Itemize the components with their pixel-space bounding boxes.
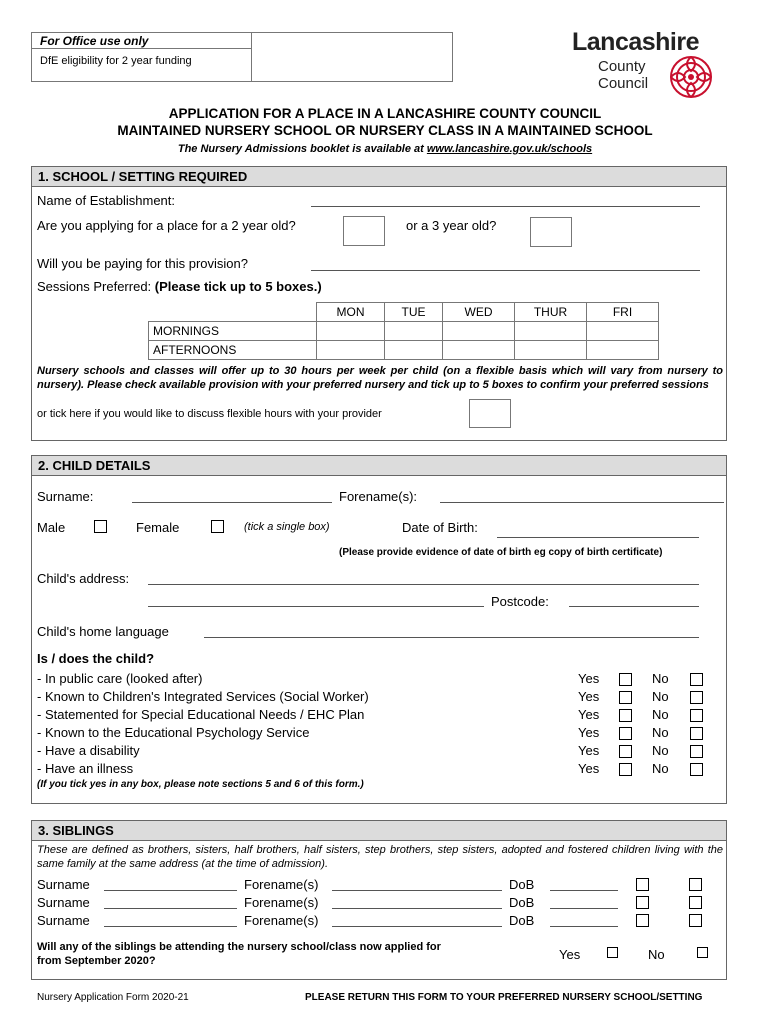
- sibling-checkbox-a[interactable]: [636, 896, 649, 909]
- sibling-dob-input[interactable]: [550, 890, 618, 891]
- sibling-surname-label: Surname: [37, 895, 90, 910]
- dob-evidence-note: (Please provide evidence of date of birth eg copy of birth certificate): [339, 547, 663, 558]
- sibling-checkbox-b[interactable]: [689, 878, 702, 891]
- session-cell[interactable]: [317, 322, 385, 341]
- sibling-forename-label: Forename(s): [244, 913, 319, 928]
- siblings-attending-yes-label: Yes: [559, 947, 581, 962]
- forename-input[interactable]: [440, 502, 724, 503]
- session-cell[interactable]: [515, 322, 587, 341]
- forename-label: Forename(s):: [339, 489, 418, 504]
- day-mon: MON: [317, 303, 385, 322]
- question-yes-checkbox[interactable]: [619, 727, 632, 740]
- child-question-label: - Have a disability: [37, 743, 140, 758]
- child-question-label: - Have an illness: [37, 761, 134, 776]
- day-wed: WED: [443, 303, 515, 322]
- address-input-line2[interactable]: [148, 606, 484, 607]
- dob-label: Date of Birth:: [402, 520, 478, 535]
- logo-lancashire: Lancashire: [572, 28, 700, 56]
- postcode-input[interactable]: [569, 606, 699, 607]
- tick-single-note: (tick a single box): [244, 521, 330, 533]
- child-question-label: - Known to Children's Integrated Services (Social Worker): [37, 689, 369, 704]
- form-title-line1: APPLICATION FOR A PLACE IN A LANCASHIRE COUNTY COUNCIL: [168, 106, 602, 121]
- session-cell[interactable]: [385, 341, 443, 360]
- flexible-checkbox[interactable]: [469, 399, 511, 428]
- sibling-surname-label: Surname: [37, 877, 90, 892]
- question-no-label: No: [652, 671, 669, 686]
- logo-county: County: [598, 58, 646, 75]
- three-year-checkbox[interactable]: [530, 217, 572, 247]
- sibling-checkbox-b[interactable]: [689, 914, 702, 927]
- male-checkbox[interactable]: [94, 520, 107, 533]
- session-cell[interactable]: [515, 341, 587, 360]
- sibling-forename-input[interactable]: [332, 908, 502, 909]
- sibling-surname-input[interactable]: [104, 890, 237, 891]
- session-cell[interactable]: [587, 341, 659, 360]
- question-yes-label: Yes: [578, 761, 600, 776]
- two-year-label: Are you applying for a place for a 2 year old?: [37, 218, 296, 233]
- sibling-checkbox-a[interactable]: [636, 914, 649, 927]
- surname-input[interactable]: [132, 502, 332, 503]
- question-no-checkbox[interactable]: [690, 691, 703, 704]
- siblings-definition: These are defined as brothers, sisters, half brothers, half sisters, step brothers, step sisters, adopted and fostered children living with the same family at the same address (at the time of admission).: [37, 844, 723, 870]
- home-language-input[interactable]: [204, 637, 699, 638]
- question-yes-checkbox[interactable]: [619, 691, 632, 704]
- address-input-line1[interactable]: [148, 584, 699, 585]
- session-cell[interactable]: [385, 322, 443, 341]
- sibling-surname-input[interactable]: [104, 926, 237, 927]
- question-no-checkbox[interactable]: [690, 709, 703, 722]
- sibling-forename-label: Forename(s): [244, 877, 319, 892]
- surname-label: Surname:: [37, 489, 94, 504]
- sibling-forename-input[interactable]: [332, 890, 502, 891]
- sibling-checkbox-b[interactable]: [689, 896, 702, 909]
- question-yes-label: Yes: [578, 743, 600, 758]
- siblings-attending-no-checkbox[interactable]: [697, 947, 708, 958]
- day-fri: FRI: [587, 303, 659, 322]
- establishment-label: Name of Establishment:: [37, 193, 176, 208]
- question-no-checkbox[interactable]: [690, 745, 703, 758]
- child-questions-heading: Is / does the child?: [37, 651, 155, 666]
- question-yes-label: Yes: [578, 725, 600, 740]
- sibling-surname-input[interactable]: [104, 908, 237, 909]
- question-no-checkbox[interactable]: [690, 763, 703, 776]
- flexible-label: or tick here if you would like to discuss flexible hours with your provider: [37, 408, 382, 420]
- row-mornings: MORNINGS: [149, 322, 317, 341]
- booklet-note: The Nursery Admissions booklet is available at www.lancashire.gov.uk/schools: [177, 143, 593, 155]
- three-year-label: or a 3 year old?: [406, 218, 497, 233]
- day-thur: THUR: [515, 303, 587, 322]
- day-tue: TUE: [385, 303, 443, 322]
- sessions-info: Nursery schools and classes will offer up to 30 hours per week per child (on a flexible basis which will vary from nursery to nursery). Please check available provision with your preferred nursery and tick up to 5 boxes to confirm your preferred sessions: [37, 365, 723, 391]
- sibling-dob-input[interactable]: [550, 926, 618, 927]
- siblings-attending-question: Will any of the siblings be attending the nursery school/class now applied for from September 2020?: [37, 941, 441, 967]
- logo-council: Council: [598, 75, 649, 92]
- female-label: Female: [136, 520, 180, 535]
- question-no-checkbox[interactable]: [690, 673, 703, 686]
- question-yes-label: Yes: [578, 707, 600, 722]
- question-no-label: No: [652, 689, 669, 704]
- address-label: Child's address:: [37, 571, 130, 586]
- office-use-box: [31, 32, 453, 82]
- sessions-label: Sessions Preferred: (Please tick up to 5 boxes.): [37, 279, 322, 294]
- sibling-dob-input[interactable]: [550, 908, 618, 909]
- sessions-table: [148, 302, 659, 360]
- office-use-heading: For Office use only: [40, 34, 149, 48]
- home-language-label: Child's home language: [37, 624, 169, 639]
- sibling-forename-input[interactable]: [332, 926, 502, 927]
- sibling-forename-label: Forename(s): [244, 895, 319, 910]
- sibling-checkbox-a[interactable]: [636, 878, 649, 891]
- question-yes-label: Yes: [578, 689, 600, 704]
- paying-input[interactable]: [311, 270, 700, 271]
- postcode-label: Postcode:: [491, 594, 549, 609]
- session-cell[interactable]: [317, 341, 385, 360]
- two-year-checkbox[interactable]: [343, 216, 385, 246]
- siblings-attending-no-label: No: [648, 947, 665, 962]
- child-question-label: - Statemented for Special Educational Needs / EHC Plan: [37, 707, 365, 722]
- question-yes-checkbox[interactable]: [619, 709, 632, 722]
- question-no-label: No: [652, 725, 669, 740]
- red-rose-icon: [664, 54, 718, 100]
- sibling-surname-label: Surname: [37, 913, 90, 928]
- section2-heading: 2. CHILD DETAILS: [32, 456, 726, 476]
- row-afternoons: AFTERNOONS: [149, 341, 317, 360]
- child-question-label: - Known to the Educational Psychology Service: [37, 725, 310, 740]
- section1-heading: 1. SCHOOL / SETTING REQUIRED: [32, 167, 726, 187]
- establishment-input[interactable]: [311, 206, 700, 207]
- question-no-label: No: [652, 761, 669, 776]
- session-cell[interactable]: [587, 322, 659, 341]
- question-yes-checkbox[interactable]: [619, 745, 632, 758]
- question-no-label: No: [652, 743, 669, 758]
- dfe-eligibility-label: DfE eligibility for 2 year funding: [40, 55, 192, 67]
- section3-heading: 3. SIBLINGS: [32, 821, 726, 841]
- footer-form-name: Nursery Application Form 2020-21: [37, 992, 189, 1003]
- session-cell[interactable]: [443, 341, 515, 360]
- dob-input[interactable]: [497, 537, 699, 538]
- session-cell[interactable]: [443, 322, 515, 341]
- question-yes-checkbox[interactable]: [619, 673, 632, 686]
- booklet-link[interactable]: www.lancashire.gov.uk/schools: [426, 143, 593, 155]
- male-label: Male: [37, 520, 66, 535]
- paying-label: Will you be paying for this provision?: [37, 256, 248, 271]
- sibling-dob-label: DoB: [509, 877, 535, 892]
- siblings-attending-yes-checkbox[interactable]: [607, 947, 618, 958]
- sibling-dob-label: DoB: [509, 913, 535, 928]
- question-yes-checkbox[interactable]: [619, 763, 632, 776]
- yes-note: (If you tick yes in any box, please note sections 5 and 6 of this form.): [37, 779, 364, 790]
- form-title-line2: MAINTAINED NURSERY SCHOOL OR NURSERY CLASS IN A MAINTAINED SCHOOL: [117, 123, 653, 138]
- question-no-checkbox[interactable]: [690, 727, 703, 740]
- sibling-dob-label: DoB: [509, 895, 535, 910]
- female-checkbox[interactable]: [211, 520, 224, 533]
- question-yes-label: Yes: [578, 671, 600, 686]
- child-question-label: - In public care (looked after): [37, 671, 203, 686]
- question-no-label: No: [652, 707, 669, 722]
- footer-return-note: PLEASE RETURN THIS FORM TO YOUR PREFERRED NURSERY SCHOOL/SETTING: [305, 992, 703, 1003]
